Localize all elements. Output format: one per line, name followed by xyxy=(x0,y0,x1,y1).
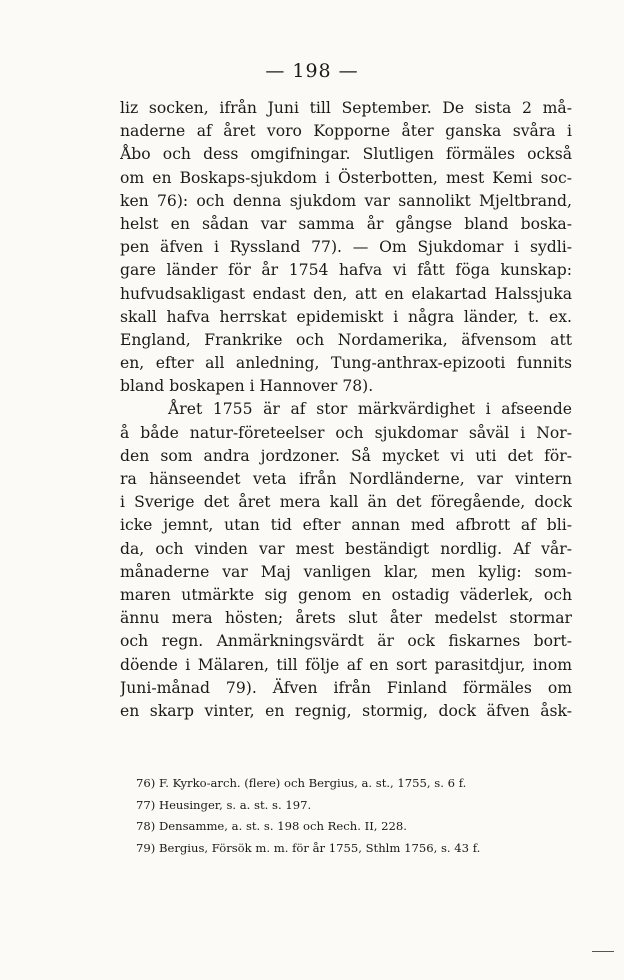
footnotes xyxy=(136,773,576,859)
text-line-paragraph-start: Året 1755 är af stor märkvärdighet i afseende xyxy=(168,400,572,419)
footnote: 76) F. Kyrko-arch. (flere) och Bergius, a. st., 1755, s. 6 f. xyxy=(136,776,467,790)
text-line: månaderne var Maj vanligen klar, men kylig: som- xyxy=(120,562,572,581)
text-line: den som andra jordzoner. Så mycket vi uti det för- xyxy=(120,446,572,465)
text-line: naderne af året voro Kopporne åter ganska svåra i xyxy=(120,122,572,141)
text-line-paragraph-end: bland boskapen i Hannover 78). xyxy=(120,377,374,396)
text-line: da, och vinden var mest beständigt nordlig. Af vår- xyxy=(120,539,572,558)
page-number: — 198 — xyxy=(265,60,359,82)
ink-mark xyxy=(592,951,614,952)
text-line: om en Boskaps-sjukdom i Österbotten, mest Kemi soc- xyxy=(120,168,572,187)
text-line: pen äfven i Ryssland 77). — Om Sjukdomar i sydli- xyxy=(120,238,572,257)
text-line: England, Frankrike och Nordamerika, äfvensom att xyxy=(120,330,572,349)
text-line: ännu mera hösten; årets slut åter medelst stormar xyxy=(120,609,572,628)
text-line: en skarp vinter, en regnig, stormig, dock äfven åsk- xyxy=(120,701,572,720)
footnote: 77) Heusinger, s. a. st. s. 197. xyxy=(136,797,312,812)
text-line: Juni-månad 79). Äfven ifrån Finland förmäles om xyxy=(120,678,572,697)
body-text xyxy=(120,97,572,723)
text-line: liz socken, ifrån Juni till September. De sista 2 må- xyxy=(120,99,572,117)
footnote: 79) Bergius, Försök m. m. för år 1755, Sthlm 1756, s. 43 f. xyxy=(136,840,481,855)
text-line: en, efter all anledning, Tung-anthrax-epizooti funnits xyxy=(120,354,572,373)
text-line: Åbo och dess omgifningar. Slutligen förmäles också xyxy=(120,145,572,164)
text-line: icke jemnt, utan tid efter annan med afbrott af bli- xyxy=(120,516,572,535)
text-line: gare länder för år 1754 hafva vi fått föga kunskap: xyxy=(120,261,572,280)
text-line: ken 76): och denna sjukdom var sannolikt Mjeltbrand, xyxy=(120,191,572,210)
text-line: döende i Mälaren, till följe af en sort parasitdjur, inom xyxy=(120,655,572,674)
text-line: skall hafva herrskat epidemiskt i några länder, t. ex. xyxy=(120,307,572,326)
text-line: å både natur-företeelser och sjukdomar såväl i Nor- xyxy=(120,423,572,442)
text-line: hufvudsakligast endast den, att en elakartad Halssjuka xyxy=(120,284,572,303)
text-line: i Sverige det året mera kall än det föregående, dock xyxy=(120,493,572,512)
footnote: 78) Densamme, a. st. s. 198 och Rech. II, 228. xyxy=(136,819,407,833)
text-line: helst en sådan var samma år gångse bland boska- xyxy=(120,214,572,233)
text-line: ra hänseendet veta ifrån Nordländerne, var vintern xyxy=(120,470,572,488)
text-line: och regn. Anmärkningsvärdt är ock fiskarnes bort- xyxy=(120,632,572,651)
text-line: maren utmärkte sig genom en ostadig väderlek, och xyxy=(120,585,572,604)
